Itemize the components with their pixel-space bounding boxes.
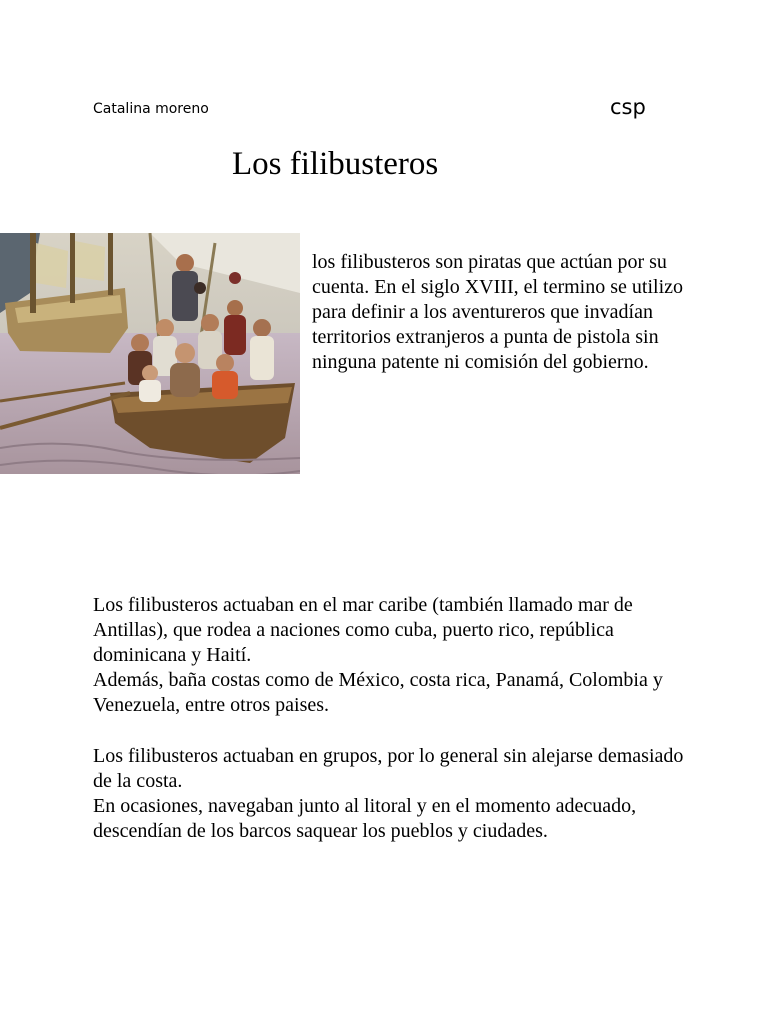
pirates-illustration: [0, 233, 300, 474]
header-tag: csp: [610, 95, 646, 119]
caribbean-sentence: Los filibusteros actuaban en el mar caribe (también llamado mar de Antillas), que rodea a naciones como cuba, puerto rico, república dominicana y Haití.: [93, 594, 633, 666]
intro-paragraph: los filibusteros son piratas que actúan por su cuenta. En el siglo XVIII, el termino se utilizo para definir a los aventureros que invadían territorios extranjeros a punta de pistola sin ninguna patente ni comisión del gobierno.: [312, 251, 684, 373]
caribbean-paragraph: [93, 593, 693, 718]
page-title: Los filibusteros: [232, 146, 439, 182]
groups-sentence: Los filibusteros actuaban en grupos, por lo general sin alejarse demasiado de la costa.: [93, 745, 684, 792]
groups-paragraph: [93, 744, 693, 844]
author-name: Catalina moreno: [93, 101, 209, 117]
coasts-sentence: Además, baña costas como de México, costa rica, Panamá, Colombia y Venezuela, entre otros paises.: [93, 669, 663, 716]
raids-sentence: En ocasiones, navegaban junto al litoral y en el momento adecuado, descendían de los barcos saquear los pueblos y ciudades.: [93, 795, 637, 842]
